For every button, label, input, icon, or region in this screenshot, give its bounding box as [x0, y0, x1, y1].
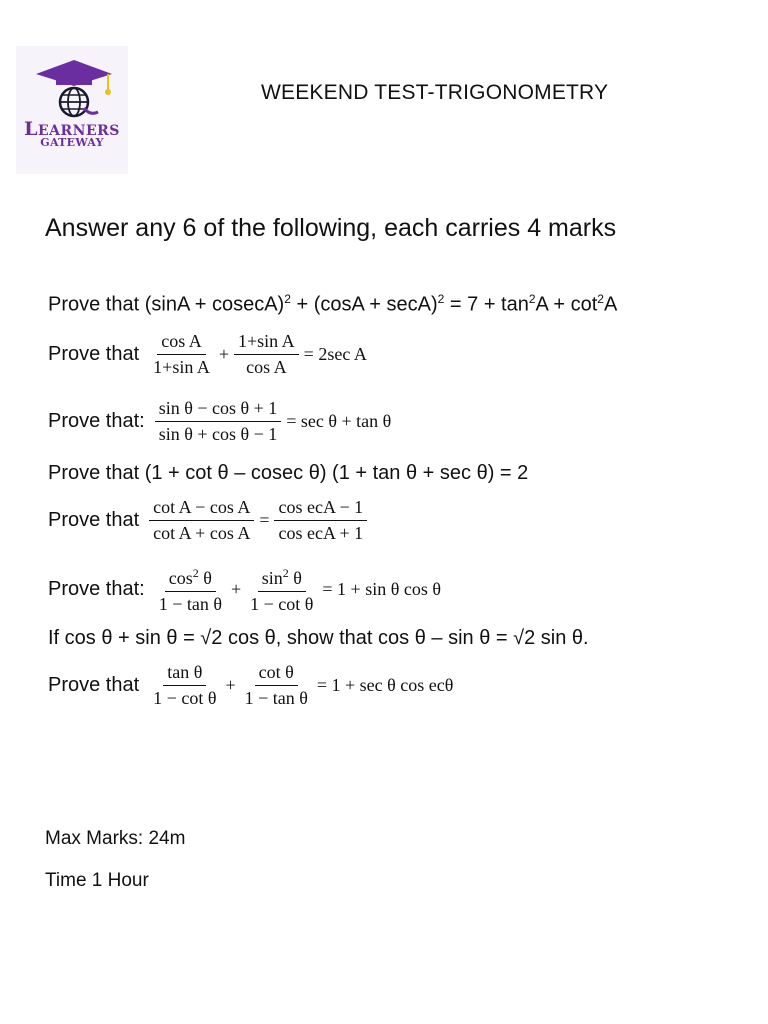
time-limit: Time 1 Hour	[45, 870, 149, 891]
max-marks: Max Marks: 24m	[45, 828, 186, 849]
question-4: Prove that (1 + cot θ – cosec θ) (1 + tan θ + sec θ) = 2	[48, 462, 529, 484]
q6-lead: Prove that:	[48, 577, 145, 600]
question-1	[48, 292, 617, 317]
logo-word-gateway: GATEWAY	[40, 136, 104, 149]
instructions: Answer any 6 of the following, each carries 4 marks	[45, 214, 617, 242]
question-3	[48, 398, 394, 445]
learners-gateway-logo	[16, 46, 128, 174]
q3-lead: Prove that:	[48, 410, 145, 432]
q5-expression: $\frac{\text{cot A − cos A}}{\text{cot A + cos A}}$ = $\frac{\text{cos ecA − 1}}{\text{cos ecA + 1}}$	[147, 497, 369, 544]
question-2	[48, 331, 370, 378]
q1-text: Prove that $(\sin A + cosecA)^2 + (\cos A + \sec A)^2 = 7 + \tan^2A + \cot^2A$	[48, 292, 618, 316]
q5-lead: Prove that	[48, 509, 140, 531]
q2-expression: $\frac{\text{cos A}}{\text{1+sin A}}$ + $\frac{\text{1+sin A}}{\text{cos A}}$ = 2sec A	[153, 331, 367, 377]
logo-word-learners: LEARNERS	[24, 118, 120, 140]
q6-expression: $\frac{\cos^2 \theta}{\text{1 − tan θ}}$ + $\frac{\sin^2 \theta}{\text{1 − cot θ}}$ = 1 + sin θ cos θ	[153, 563, 444, 615]
question-6	[48, 563, 444, 615]
test-title: WEEKEND TEST-TRIGONOMETRY	[261, 81, 609, 104]
q3-expression: $\frac{\text{sin θ − cos θ + 1}}{\text{sin θ + cos θ − 1}}$ = sec θ + tan θ	[153, 398, 395, 445]
q8-lead: Prove that	[48, 674, 140, 696]
graduation-cap-globe-icon	[16, 46, 128, 126]
q8-expression: $\frac{\text{tan θ}}{\text{1 − cot θ}}$ + $\frac{\text{cot θ}}{\text{1 − tan θ}}$ = 1 + sec θ cos ecθ	[153, 662, 454, 708]
question-7: If cos θ + sin θ = √2 cos θ, show that cos θ – sin θ = √2 sin θ.	[48, 627, 589, 649]
question-8	[48, 662, 456, 709]
question-5	[48, 497, 369, 544]
q2-lead: Prove that	[48, 343, 140, 365]
